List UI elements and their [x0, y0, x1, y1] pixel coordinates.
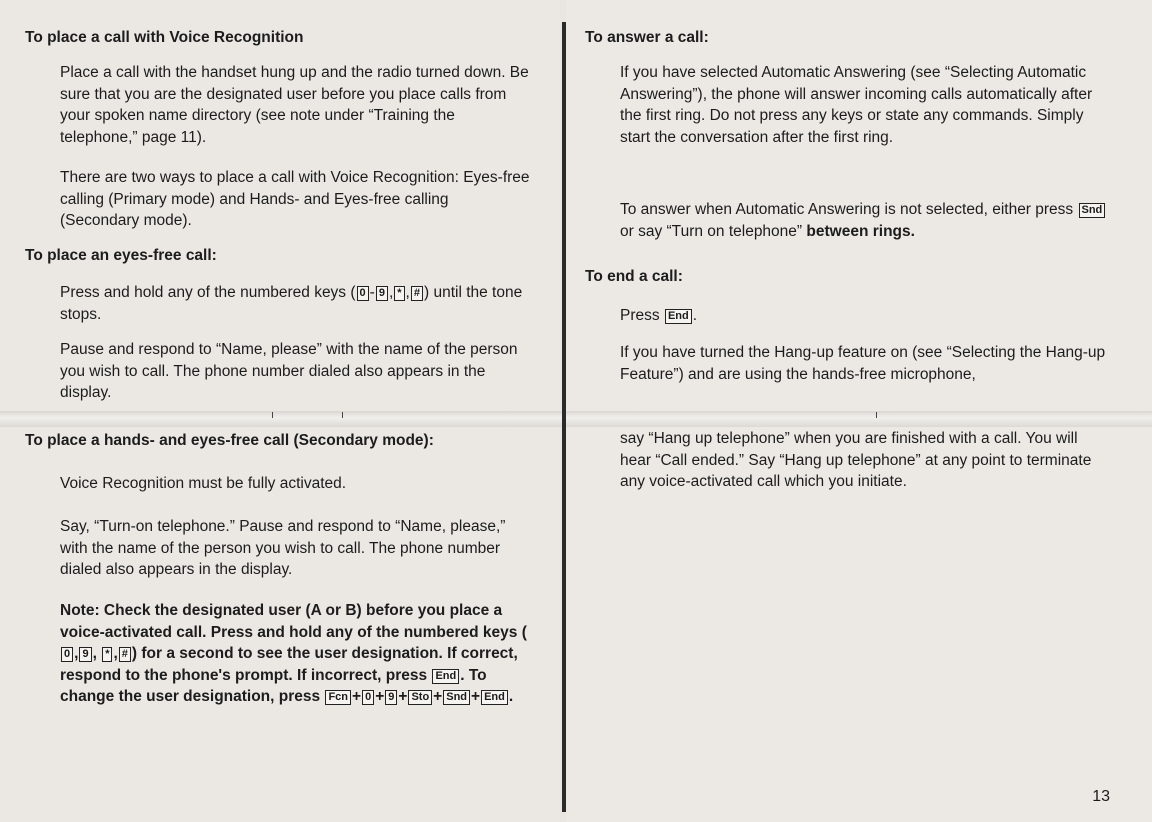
key-snd-icon: Snd — [1079, 203, 1106, 218]
paragraph-place-call: Place a call with the handset hung up and the radio turned down. Be sure that you are the designated user before you place calls from your spoken name directory (see note under “Training the telephone,” page 11). — [60, 64, 529, 146]
key-end-icon: End — [665, 309, 692, 324]
text: To answer when Automatic Answering is not selected, either press — [620, 201, 1074, 218]
key-hash-icon: # — [119, 647, 131, 662]
page-fold — [0, 411, 1152, 427]
paragraph-hang-up-telephone: say “Hang up telephone” when you are finished with a call. You will hear “Call ended.” Say “Hang up telephone” at any point to terminate any voice-activated call which you initiate. — [620, 430, 1092, 490]
paragraph-answer-not-selected — [620, 199, 1115, 242]
key-end-icon: End — [432, 669, 459, 684]
key-end-icon: End — [481, 690, 508, 705]
text: Press — [620, 307, 660, 324]
heading-voice-recognition: To place a call with Voice Recognition — [25, 29, 304, 46]
key-0-icon: 0 — [61, 647, 73, 662]
emphasis-text: between rings. — [806, 222, 915, 240]
paragraph-pause-respond: Pause and respond to “Name, please” with the name of the person you wish to call. The phone number dialed also appears in the display. — [60, 341, 518, 401]
heading-end-call: To end a call: — [585, 268, 683, 285]
paragraph-fully-activated: Voice Recognition must be fully activated. — [60, 475, 347, 492]
key-9-icon: 9 — [376, 286, 388, 301]
text: Press and hold any of the numbered keys ( — [60, 284, 356, 301]
key-9-icon: 9 — [385, 690, 397, 705]
text: ) for a second to see the user designation. If correct, respond to the phone's prompt. If incorrect, press — [60, 645, 518, 684]
key-star-icon: * — [394, 286, 404, 301]
text: or say “Turn on telephone” — [620, 222, 803, 240]
key-0-icon: 0 — [357, 286, 369, 301]
text: ) until the tone stops. — [60, 284, 523, 323]
key-fcn-icon: Fcn — [325, 690, 351, 705]
note-designated-user: Note: Check the designated user (A or B) before you place a voice-activated call. Press and hold any of the numbered keys (0 , 9 , * , # ) for a second to see the user designation. If correct, respond to the phone's prompt. If incorrect, press End . To change the user designation, press Fcn + 0 + 9 + Sto + Snd + End . — [60, 602, 527, 705]
heading-eyes-free-call: To place an eyes-free call: — [25, 247, 217, 264]
paragraph-turn-on-telephone: Say, “Turn-on telephone.” Pause and respond to “Name, please,” with the name of the person you wish to call. The phone number dialed also appears in the display. — [60, 518, 506, 578]
text: . To change the user designation, press — [60, 666, 487, 705]
key-sto-icon: Sto — [408, 690, 432, 705]
heading-hands-free-call: To place a hands- and eyes-free call (Secondary mode): — [25, 432, 434, 449]
key-hash-icon: # — [411, 286, 423, 301]
paragraph-hang-up-feature: If you have turned the Hang-up feature on (see “Selecting the Hang-up Feature”) and are using the hands-free microphone, — [620, 344, 1106, 383]
paragraph-press-end: Press End . — [620, 307, 698, 324]
fold-mark — [876, 412, 877, 418]
key-star-icon: * — [102, 647, 112, 662]
paragraph-two-ways: There are two ways to place a call with Voice Recognition: Eyes-free calling (Primary mode) and Hands- and Eyes-free calling (Secondary mode). — [60, 169, 530, 229]
fold-mark — [342, 412, 343, 418]
key-snd-icon: Snd — [443, 690, 470, 705]
paragraph-press-hold: Press and hold any of the numbered keys ( 0 - 9 , * , # ) until the tone stops. — [60, 284, 523, 323]
page-number: 13 — [1092, 788, 1110, 805]
key-9-icon: 9 — [79, 647, 91, 662]
book-spine — [562, 22, 566, 812]
heading-answer-call: To answer a call: — [585, 29, 709, 46]
fold-mark — [272, 412, 273, 418]
key-0-icon: 0 — [362, 690, 374, 705]
text: Note: Check the designated user (A or B) before you place a voice-activated call. Press and hold any of the numbered keys ( — [60, 602, 527, 641]
paragraph-automatic-answering: If you have selected Automatic Answering (see “Selecting Automatic Answering”), the phone will answer incoming calls automatically after the first ring. Do not press any keys or state any commands. Simply start the conversation after the first ring. — [620, 64, 1093, 146]
